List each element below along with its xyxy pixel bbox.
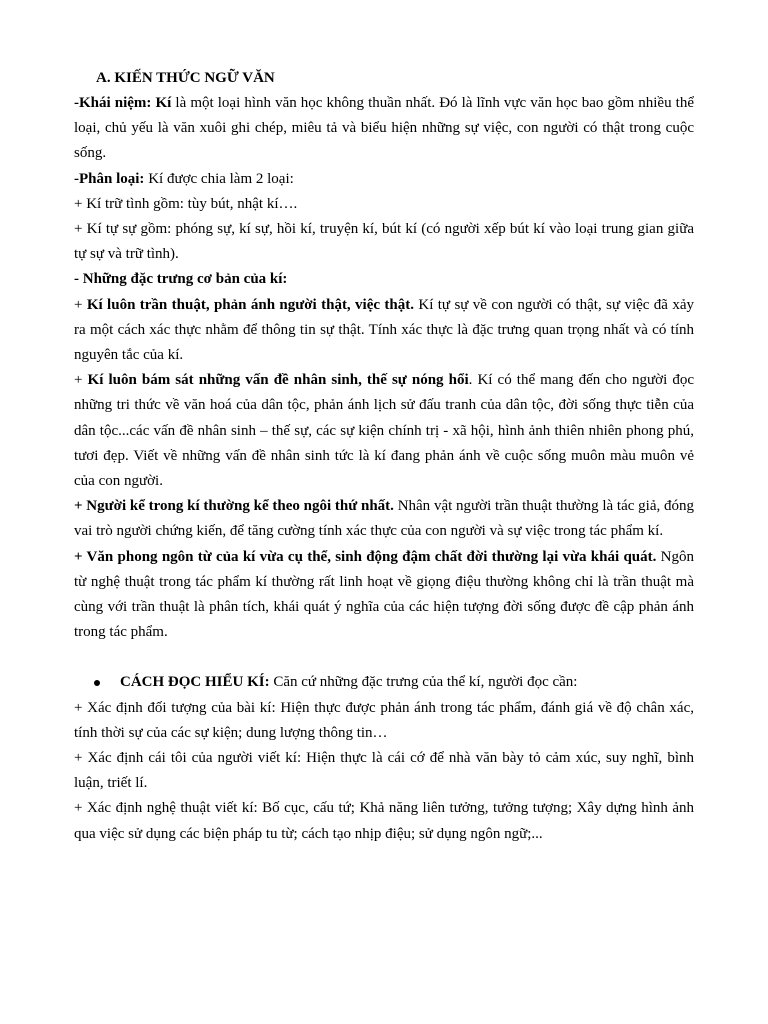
characteristic-3 xyxy=(74,494,694,544)
classification-label: -Phân loại: xyxy=(74,170,145,187)
bullet-dot-icon xyxy=(94,680,100,686)
characteristic-2-text: . Kí có thể mang đến cho người đọc những tri thức về văn hoá của dân tộc, phản ánh lịch sử đấu tranh của dân tộc, đời sống thực tiễn của dân tộc...các vấn đề nhân sinh – thế sự, các sự kiện chính trị - xã hội, hình ảnh thiên nhiên phong phú, tươi đẹp. Viết về những vấn đề nhân sinh tức là kí đang phản ánh về cuộc sống muôn màu muôn vẻ của con người. xyxy=(74,372,695,490)
characteristic-1-title: Kí luôn trần thuật, phản ánh người thật, việc thật. xyxy=(86,296,415,313)
lyric-memoir-item: + Kí trữ tình gồm: tùy bút, nhật kí…. xyxy=(74,195,298,212)
definition-paragraph xyxy=(74,91,694,167)
characteristic-4 xyxy=(74,545,694,646)
characteristic-1-prefix: + xyxy=(74,296,87,313)
reading-step-3: + Xác định nghệ thuật viết kí: Bố cục, cấu tứ; Khả năng liên tưởng, tưởng tượng; Xây dựng hình ảnh qua việc sử dụng các biện pháp tu từ; cách tạo nhịp điệu; sử dụng ngôn ngữ;... xyxy=(74,800,694,842)
section-a-heading: A. KIẾN THỨC NGỮ VĂN xyxy=(96,70,275,86)
characteristic-2-prefix: + xyxy=(74,372,88,389)
classification-paragraph xyxy=(74,167,694,192)
characteristic-2 xyxy=(74,368,694,494)
reading-step-2: + Xác định cái tôi của người viết kí: Hiện thực là cái cớ để nhà văn bày tỏ cảm xúc, suy nghĩ, bình luận, triết lí. xyxy=(74,750,694,792)
section-gap xyxy=(74,645,694,670)
characteristics-label: - Những đặc trưng cơ bản của kí: xyxy=(74,271,288,288)
reading-method-text: Căn cứ những đặc trưng của thể kí, người đọc cần: xyxy=(269,674,578,691)
definition-label: -Khái niệm: xyxy=(74,95,156,111)
characteristic-4-title: + Văn phong ngôn từ của kí vừa cụ thể, sinh động đậm chất đời thường lại vừa khái quát. xyxy=(74,548,657,565)
characteristic-3-title: + Người kể trong kí thường kể theo ngôi thứ nhất. xyxy=(74,498,394,515)
definition-text: là một loại hình văn học không thuần nhất. Đó là lĩnh vực văn học bao gồm nhiều thể loại, chủ yếu là văn xuôi ghi chép, miêu tả và biểu hiện những sự việc, con người có thật trong cuộc sống. xyxy=(74,95,694,162)
characteristic-2-title: Kí luôn bám sát những vấn đề nhân sinh, thế sự nóng hổi xyxy=(87,372,469,389)
characteristic-4-text: Ngôn từ nghệ thuật trong tác phẩm kí thường rất linh hoạt về giọng điệu thường không chỉ là trần thuật mà cùng với trần thuật là phân tích, khái quát ý nghĩa của các hiện tượng đời sống được đề cập phản ánh trong tác phẩm. xyxy=(74,548,694,641)
characteristic-1-text: Kí tự sự về con người có thật, sự việc đã xảy ra một cách xác thực nhằm để thông tin sự thật. Tính xác thực là đặc trưng quan trọng nhất và có tính nguyên tắc của kí. xyxy=(74,296,694,364)
characteristics-heading xyxy=(74,267,694,292)
characteristic-1 xyxy=(74,293,694,369)
reading-method-bullet xyxy=(74,670,694,695)
classification-text: Kí được chia làm 2 loại: xyxy=(144,170,294,187)
characteristic-3-text: Nhân vật người trần thuật thường là tác giả, đóng vai trò người chứng kiến, để tăng cường tính xác thực của con người và sự việc trong tác phẩm kí. xyxy=(74,498,694,540)
narrative-memoir-item: + Kí tự sự gồm: phóng sự, kí sự, hồi kí, truyện kí, bút kí (có người xếp bút kí vào loại trung gian giữa tự sự và trữ tình). xyxy=(74,221,694,263)
definition-term: Kí xyxy=(155,95,172,111)
reading-method-title: CÁCH ĐỌC HIỂU KÍ: xyxy=(120,674,270,691)
reading-step-1: + Xác định đối tượng của bài kí: Hiện thực được phản ánh trong tác phẩm, đánh giá về độ chân xác, tính thời sự của các sự kiện; dung lượng thông tin… xyxy=(74,699,694,741)
